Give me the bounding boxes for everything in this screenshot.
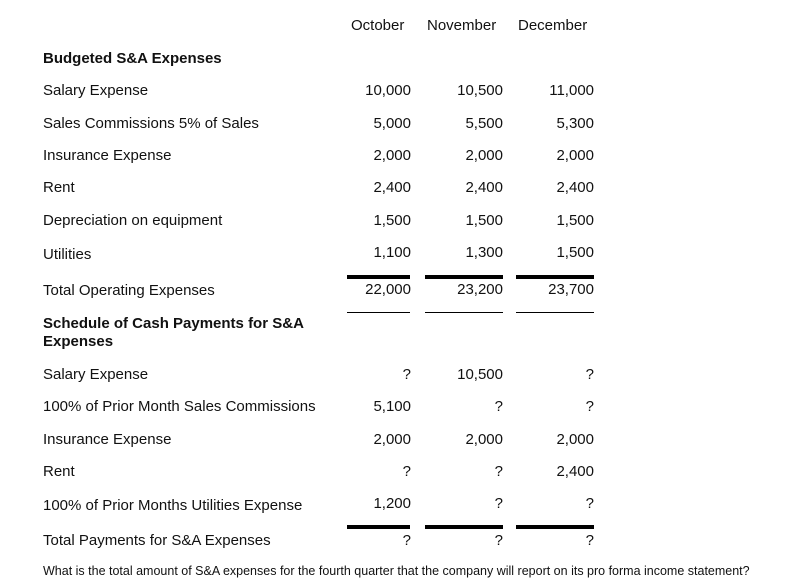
payments-row-label: Insurance Expense bbox=[43, 431, 172, 448]
payments-cell: ? bbox=[494, 495, 503, 512]
payments-row-label: Salary Expense bbox=[43, 366, 149, 383]
payments-cell: 10,500 bbox=[457, 366, 503, 383]
payments-total-cell: ? bbox=[585, 532, 594, 549]
budget-cell: 5,500 bbox=[465, 115, 503, 132]
budget-cell: 10,000 bbox=[365, 82, 411, 99]
payments-cell: ? bbox=[585, 366, 594, 383]
budget-cell: 2,000 bbox=[556, 147, 594, 164]
question-text: What is the total amount of S&A expenses for the fourth quarter that the company will report on its pro forma income statement? bbox=[43, 564, 750, 578]
total-rule bbox=[347, 275, 410, 279]
budget-row-label: Salary Expense bbox=[43, 82, 149, 99]
budget-cell: 1,500 bbox=[556, 244, 594, 261]
budget-cell: 1,100 bbox=[373, 244, 411, 261]
budget-cell: 1,500 bbox=[373, 212, 411, 229]
budget-cell: 11,000 bbox=[549, 82, 594, 99]
budget-row-label: Depreciation on equipment bbox=[43, 212, 223, 229]
payments-section-title: Schedule of Cash Payments for S&A bbox=[43, 315, 304, 332]
budget-total-label: Total Operating Expenses bbox=[43, 282, 215, 299]
payments-cell: 5,100 bbox=[373, 398, 411, 415]
budget-cell: 2,400 bbox=[373, 179, 411, 196]
budget-row-label: Utilities bbox=[43, 246, 92, 263]
budget-cell: 5,000 bbox=[373, 115, 411, 132]
budget-cell: 2,000 bbox=[465, 147, 503, 164]
budget-cell: 2,000 bbox=[373, 147, 411, 164]
payments-total-label: Total Payments for S&A Expenses bbox=[43, 532, 271, 549]
total-rule bbox=[425, 525, 503, 529]
budget-row-label: Rent bbox=[43, 179, 75, 196]
payments-row-label: 100% of Prior Month Sales Commissions bbox=[43, 398, 316, 415]
total-rule bbox=[516, 525, 594, 529]
budget-total-cell: 23,700 bbox=[548, 281, 594, 298]
payments-total-cell: ? bbox=[494, 532, 503, 549]
payments-cell: 2,400 bbox=[556, 463, 594, 480]
payments-section-title-cont: Expenses bbox=[43, 333, 114, 350]
column-header-october: October bbox=[351, 17, 405, 34]
budget-cell: 2,400 bbox=[556, 179, 594, 196]
budget-total-cell: 22,000 bbox=[365, 281, 411, 298]
budget-cell: 1,500 bbox=[556, 212, 594, 229]
payments-row-label: 100% of Prior Months Utilities Expense bbox=[43, 497, 303, 514]
total-rule bbox=[347, 525, 410, 529]
payments-cell: ? bbox=[494, 398, 503, 415]
column-header-december: December bbox=[518, 17, 588, 34]
budget-cell: 10,500 bbox=[457, 82, 503, 99]
budget-cell: 1,500 bbox=[465, 212, 503, 229]
payments-cell: ? bbox=[402, 366, 411, 383]
payments-cell: 1,200 bbox=[373, 495, 411, 512]
budget-total-cell: 23,200 bbox=[457, 281, 503, 298]
payments-row-label: Rent bbox=[43, 463, 75, 480]
budget-row-label: Insurance Expense bbox=[43, 147, 172, 164]
total-underline bbox=[347, 312, 410, 313]
payments-cell: ? bbox=[585, 495, 594, 512]
payments-cell: 2,000 bbox=[556, 431, 594, 448]
budget-section-title: Budgeted S&A Expenses bbox=[43, 50, 222, 67]
column-header-november: November bbox=[427, 17, 497, 34]
total-rule bbox=[516, 275, 594, 279]
budget-row-label: Sales Commissions 5% of Sales bbox=[43, 115, 259, 132]
payments-cell: 2,000 bbox=[465, 431, 503, 448]
total-underline bbox=[425, 312, 503, 313]
payments-cell: ? bbox=[494, 463, 503, 480]
budget-cell: 2,400 bbox=[465, 179, 503, 196]
payments-total-cell: ? bbox=[402, 532, 411, 549]
total-rule bbox=[425, 275, 503, 279]
total-underline bbox=[516, 312, 594, 313]
budget-cell: 5,300 bbox=[556, 115, 594, 132]
payments-cell: ? bbox=[585, 398, 594, 415]
budget-cell: 1,300 bbox=[465, 244, 503, 261]
payments-cell: 2,000 bbox=[373, 431, 411, 448]
payments-cell: ? bbox=[402, 463, 411, 480]
